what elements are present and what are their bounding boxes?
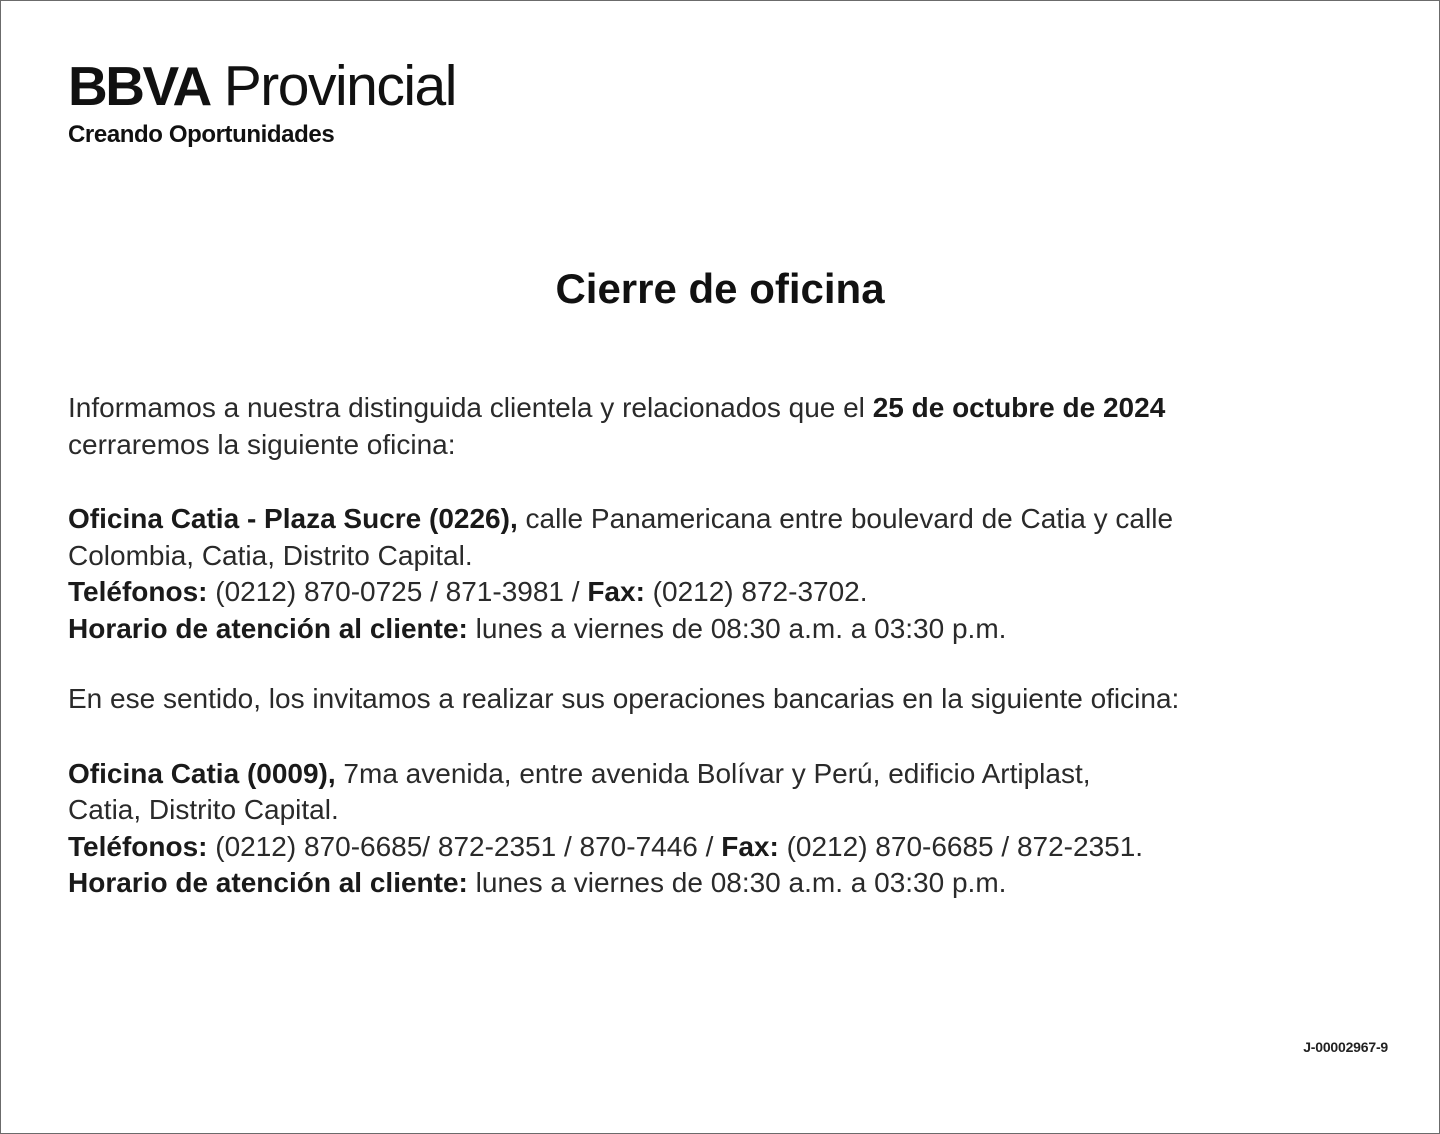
alternative-office-block [68, 756, 1368, 902]
alternative-office-phones-label: Teléfonos: [68, 830, 208, 862]
logo-wordmark [68, 54, 456, 118]
alternative-office-address-1: 7ma avenida, entre avenida Bolívar y Perú, edificio Artiplast, [335, 757, 1091, 789]
closing-office-address-2: Colombia, Catia, Distrito Capital. [68, 539, 473, 571]
closing-office-block [68, 501, 1368, 647]
closing-office-fax: (0212) 872-3702. [644, 576, 868, 607]
alternative-office-fax-label: Fax: [721, 830, 779, 862]
alternative-office-fax: (0212) 870-6685 / 872-2351. [778, 830, 1144, 862]
intro-line2: cerraremos la siguiente oficina: [68, 428, 456, 460]
logo-brand: BBVA [68, 55, 210, 117]
spacer [68, 718, 1368, 756]
notice-body [68, 390, 1368, 902]
logo-tagline: Creando Oportunidades [68, 121, 335, 148]
closing-office-hours-label: Horario de atención al cliente: [68, 612, 468, 644]
alternative-office-address-2: Catia, Distrito Capital. [68, 794, 339, 825]
spacer [68, 463, 1368, 501]
closing-office-phones-label: Teléfonos: [68, 576, 208, 607]
closing-office-name: Oficina Catia - Plaza Sucre (0226), [68, 503, 518, 534]
alternative-office-hours-label: Horario de atención al cliente: [68, 867, 468, 898]
page-title: Cierre de oficina [555, 265, 885, 312]
closing-office-address-1: calle Panamericana entre boulevard de Catia y calle [517, 503, 1174, 534]
alternative-office-name: Oficina Catia (0009), [68, 757, 336, 789]
logo-name: Provincial [223, 54, 456, 118]
closing-office-fax-label: Fax: [587, 576, 645, 607]
closing-date: 25 de octubre de 2024 [872, 392, 1166, 423]
closing-office-phones: (0212) 870-0725 / 871-3981 / [207, 576, 588, 607]
invitation-text: En ese sentido, los invitamos a realizar sus operaciones bancarias en la siguiente oficina: [68, 683, 1180, 714]
intro-paragraph [68, 390, 1368, 463]
rif-number: J-00002967-9 [1303, 1039, 1388, 1055]
spacer [68, 647, 1368, 681]
alternative-office-hours: lunes a viernes de 08:30 a.m. a 03:30 p.m. [467, 867, 1007, 898]
intro-text: Informamos a nuestra distinguida clientela y relacionados que el [68, 392, 873, 423]
alternative-office-phones: (0212) 870-6685/ 872-2351 / 870-7446 / [207, 830, 722, 862]
closing-office-hours: lunes a viernes de 08:30 a.m. a 03:30 p.m. [467, 612, 1007, 644]
bbva-provincial-logo [68, 54, 456, 149]
